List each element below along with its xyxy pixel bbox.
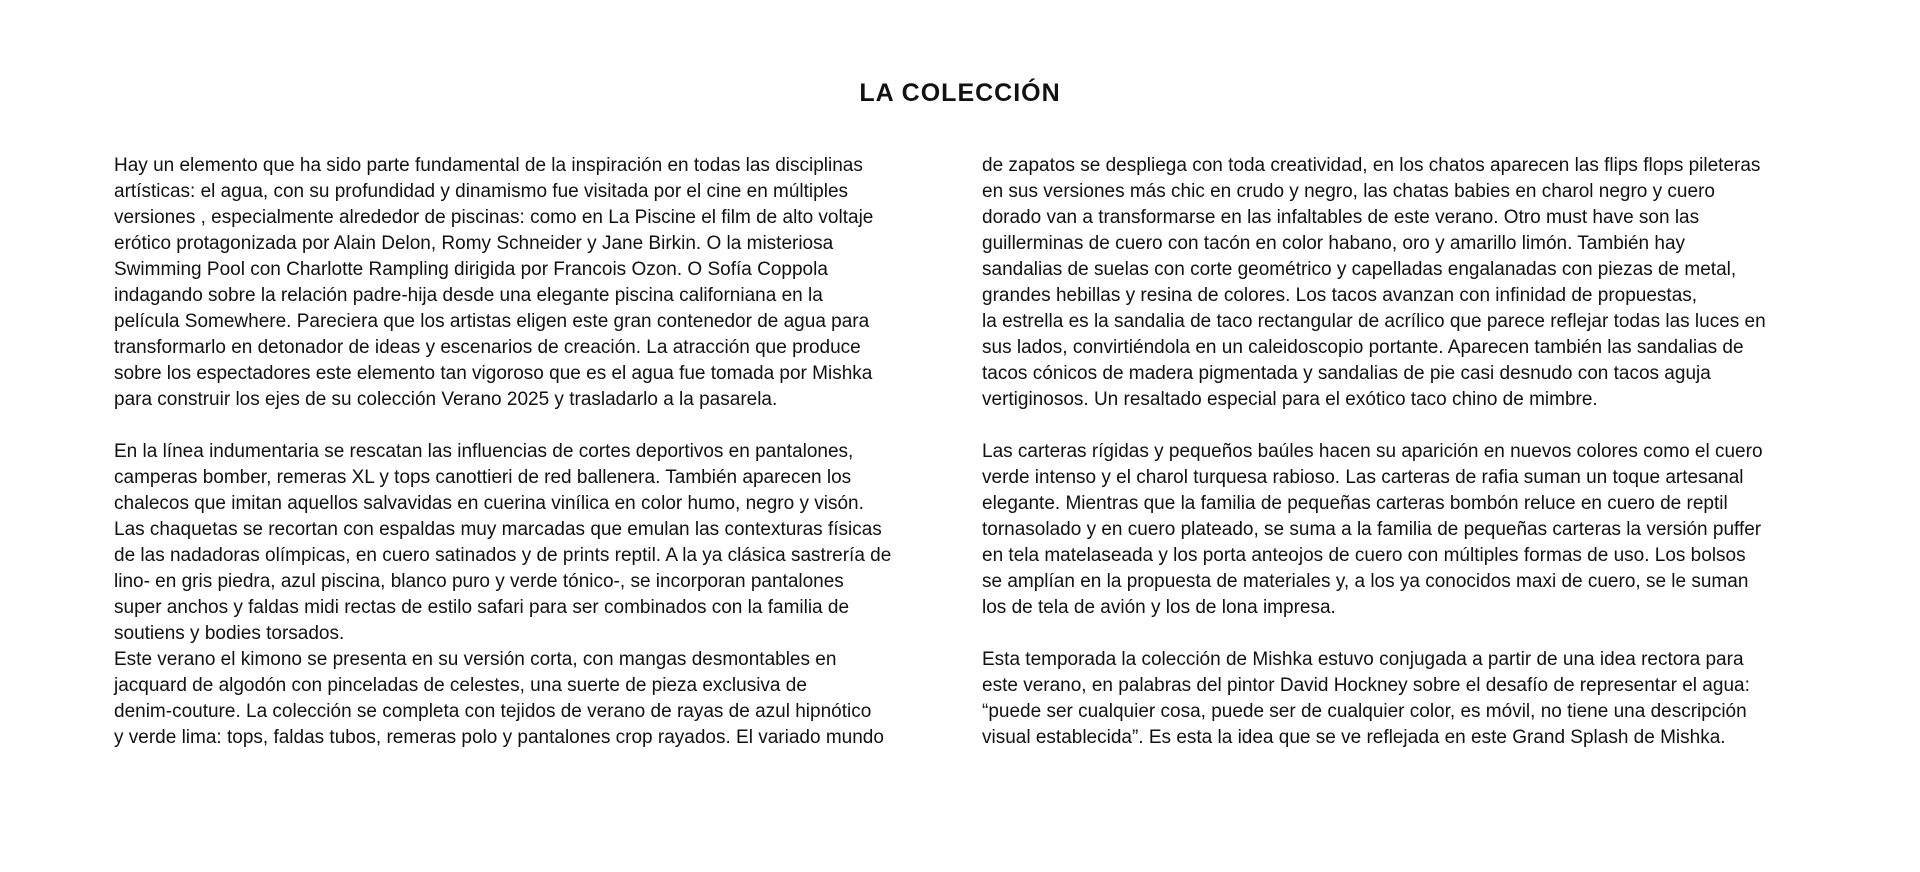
paragraph-season-idea <box>982 647 1822 751</box>
text-line: y verde lima: tops, faldas tubos, remeras polo y pantalones crop rayados. El variado mundo <box>114 727 884 748</box>
paragraph-water-inspiration <box>114 153 954 413</box>
text-line: sandalias de suelas con corte geométrico y capelladas engalanadas con piezas de metal, <box>982 259 1737 280</box>
text-line: guillerminas de cuero con tacón en color habano, oro y amarillo limón. También hay <box>982 233 1686 254</box>
paragraph-shoes <box>982 153 1822 413</box>
text-line: “puede ser cualquier cosa, puede ser de cualquier color, es móvil, no tiene una descripción <box>982 701 1747 722</box>
text-line: indagando sobre la relación padre-hija desde una elegante piscina californiana en la <box>114 285 823 306</box>
text-line: super anchos y faldas midi rectas de estilo safari para ser combinados con la familia de <box>114 597 850 618</box>
text-line: para construir los ejes de su colección Verano 2025 y trasladarlo a la pasarela. <box>114 389 778 410</box>
text-line: Las chaquetas se recortan con espaldas muy marcadas que emulan las contexturas físicas <box>114 519 882 540</box>
text-line: dorado van a transformarse en las infaltables de este verano. Otro must have son las <box>982 207 1700 228</box>
text-line: verde intenso y el charol turquesa rabioso. Las carteras de rafia suman un toque artesanal <box>982 467 1744 488</box>
text-line: sobre los espectadores este elemento tan vigoroso que es el agua fue tomada por Mishka <box>114 363 873 384</box>
text-line: tacos cónicos de madera pigmentada y sandalias de pie casi desnudo con tacos aguja <box>982 363 1711 384</box>
text-line: camperas bomber, remeras XL y tops canottieri de red ballenera. También aparecen los <box>114 467 852 488</box>
text-line: jacquard de algodón con pinceladas de celestes, una suerte de pieza exclusiva de <box>114 675 807 696</box>
text-line: Las carteras rígidas y pequeños baúles hacen su aparición en nuevos colores como el cuero <box>982 441 1763 462</box>
text-line: Este verano el kimono se presenta en su versión corta, con mangas desmontables en <box>114 649 837 670</box>
text-line: grandes hebillas y resina de colores. Los tacos avanzan con infinidad de propuestas, <box>982 285 1698 306</box>
text-line: Hay un elemento que ha sido parte fundamental de la inspiración en todas las disciplinas <box>114 155 863 176</box>
text-line: Swimming Pool con Charlotte Rampling dirigida por Francois Ozon. O Sofía Coppola <box>114 259 828 280</box>
text-line: lino- en gris piedra, azul piscina, blanco puro y verde tónico-, se incorporan pantalones <box>114 571 844 592</box>
text-line: soutiens y bodies torsados. <box>114 623 345 644</box>
text-line: la estrella es la sandalia de taco rectangular de acrílico que parece reflejar todas las luces en <box>982 311 1766 332</box>
right-column <box>982 153 1822 751</box>
text-line: elegante. Mientras que la familia de pequeñas carteras bombón reluce en cuero de reptil <box>982 493 1728 514</box>
text-line: este verano, en palabras del pintor David Hockney sobre el desafío de representar el agua: <box>982 675 1750 696</box>
paragraph-bags <box>982 439 1822 621</box>
text-line: los de tela de avión y los de lona impresa. <box>982 597 1336 618</box>
text-line: Esta temporada la colección de Mishka estuvo conjugada a partir de una idea rectora para <box>982 649 1744 670</box>
text-line: denim-couture. La colección se completa con tejidos de verano de rayas de azul hipnótico <box>114 701 872 722</box>
page-title: LA COLECCIÓN <box>859 79 1061 107</box>
paragraph-kimono <box>114 647 954 751</box>
text-line: de las nadadoras olímpicas, en cuero satinados y de prints reptil. A la ya clásica sastrería de <box>114 545 892 566</box>
paragraph-apparel-line <box>114 439 954 647</box>
text-line: vertiginosos. Un resaltado especial para el exótico taco chino de mimbre. <box>982 389 1598 410</box>
text-line: erótico protagonizada por Alain Delon, Romy Schneider y Jane Birkin. O la misteriosa <box>114 233 834 254</box>
text-line: sus lados, convirtiéndola en un caleidoscopio portante. Aparecen también las sandalias de <box>982 337 1744 358</box>
text-line: en tela matelaseada y los porta anteojos de cuero con múltiples formas de uso. Los bolsos <box>982 545 1746 566</box>
text-line: de zapatos se despliega con toda creatividad, en los chatos aparecen las flips flops pileteras <box>982 155 1761 176</box>
text-line: película Somewhere. Pareciera que los artistas eligen este gran contenedor de agua para <box>114 311 870 332</box>
text-line: en sus versiones más chic en crudo y negro, las chatas babies en charol negro y cuero <box>982 181 1715 202</box>
text-line: artísticas: el agua, con su profundidad y dinamismo fue visitada por el cine en múltiples <box>114 181 849 202</box>
text-line: chalecos que imitan aquellos salvavidas en cuerina vinílica en color humo, negro y visón. <box>114 493 864 514</box>
text-line: visual establecida”. Es esta la idea que se ve reflejada en este Grand Splash de Mishka. <box>982 727 1726 748</box>
text-line: tornasolado y en cuero plateado, se suma a la familia de pequeñas carteras la versión puffer <box>982 519 1762 540</box>
text-line: se amplían en la propuesta de materiales y, a los ya conocidos maxi de cuero, se le suman <box>982 571 1749 592</box>
left-column <box>114 153 954 751</box>
text-line: En la línea indumentaria se rescatan las influencias de cortes deportivos en pantalones, <box>114 441 854 462</box>
text-line: transformarlo en detonador de ideas y escenarios de creación. La atracción que produce <box>114 337 861 358</box>
text-line: versiones , especialmente alrededor de piscinas: como en La Piscine el film de alto voltaje <box>114 207 874 228</box>
